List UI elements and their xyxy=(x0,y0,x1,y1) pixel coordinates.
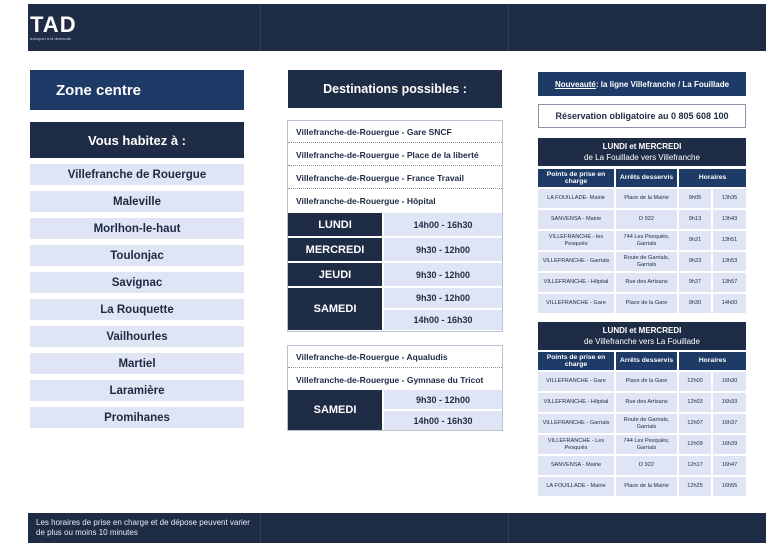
destination-stop: Villefranche-de-Rouergue - Aqualudis xyxy=(288,346,502,368)
header-bar xyxy=(28,4,766,51)
destination-stop: Villefranche-de-Rouergue - France Travail xyxy=(288,167,502,189)
day-label: LUNDI xyxy=(288,213,382,236)
town-item: La Rouquette xyxy=(30,299,244,320)
time-slot: 9h30 - 12h00 xyxy=(384,390,502,409)
table2-cell-arret: Place de la Gare xyxy=(616,372,677,391)
vous-habitez-heading: Vous habitez à : xyxy=(30,122,244,158)
table1-header-points: Points de prise en charge xyxy=(538,169,614,187)
time-slot: 14h00 - 16h30 xyxy=(384,213,502,236)
town-item: Martiel xyxy=(30,353,244,374)
town-item: Toulonjac xyxy=(30,245,244,266)
table2-cell-time-pm: 16h33 xyxy=(713,393,746,412)
table1-cell-arret: D 922 xyxy=(616,210,677,229)
table2-cell-arret: Rue des Artisans xyxy=(616,393,677,412)
footer-note: Les horaires de prise en charge et de dépose peuvent varier de plus ou moins 10 minutes xyxy=(36,518,250,537)
nouveaute-banner xyxy=(538,72,746,96)
destination-stop: Villefranche-de-Rouergue - Place de la liberté xyxy=(288,144,502,166)
table1-cell-time-am: 9h23 xyxy=(679,252,711,271)
town-item: Morlhon-le-haut xyxy=(30,218,244,239)
time-slot: 14h00 - 16h30 xyxy=(384,310,502,330)
day-label: SAMEDI xyxy=(288,288,382,330)
table1-cell-point: VILLEFRANCHE - Garrials xyxy=(538,252,614,271)
zone-title: Zone centre xyxy=(30,70,244,110)
table2-cell-arret: D 922 xyxy=(616,456,677,475)
table1-header-arrets: Arrêts desservis xyxy=(616,169,677,187)
table1-cell-time-am: 9h05 xyxy=(679,189,711,208)
destination-stop: Villefranche-de-Rouergue - Hôpital xyxy=(288,190,502,212)
nouveaute-label: Nouveauté xyxy=(554,79,596,89)
table1-cell-arret: Place de la Gare xyxy=(616,294,677,313)
table1-cell-time-pm: 13h57 xyxy=(713,273,746,292)
table2-cell-point: VILLEFRANCHE - Garrials xyxy=(538,414,614,433)
tad-logo-subtitle: transport à la demande xyxy=(30,36,72,41)
table1-cell-point: VILLEFRANCHE - les Pesquiés xyxy=(538,231,614,250)
town-item: Savignac xyxy=(30,272,244,293)
table1-cell-arret: 744 Les Pesquiés, Garrials xyxy=(616,231,677,250)
town-item: Laramière xyxy=(30,380,244,401)
time-slot: 9h30 - 12h00 xyxy=(384,288,502,308)
town-item: Promihanes xyxy=(30,407,244,428)
table2-cell-time-am: 12h25 xyxy=(679,477,711,496)
table2-cell-point: VILLEFRANCHE - Hôpital xyxy=(538,393,614,412)
reservation-box: Réservation obligatoire au 0 805 608 100 xyxy=(538,104,746,128)
table2-cell-time-am: 12h17 xyxy=(679,456,711,475)
nouveaute-text: : la ligne Villefranche / La Fouillade xyxy=(595,79,730,89)
table1-cell-time-am: 9h13 xyxy=(679,210,711,229)
table2-title-direction: de Villefranche vers La Fouillade xyxy=(584,337,700,346)
table1-title-direction: de La Fouillade vers Villefranche xyxy=(584,153,700,162)
table2-cell-time-am: 12h09 xyxy=(679,435,711,454)
table1-cell-arret: Place de la Mairie xyxy=(616,189,677,208)
table2-title xyxy=(538,322,746,350)
table1-cell-point: LA FOUILLADE- Mairie xyxy=(538,189,614,208)
table2-cell-point: LA FOUILLADE - Mairie xyxy=(538,477,614,496)
table1-header-horaires: Horaires xyxy=(679,169,746,187)
table2-cell-time-am: 12h00 xyxy=(679,372,711,391)
town-item: Maleville xyxy=(30,191,244,212)
time-slot: 9h30 - 12h00 xyxy=(384,238,502,261)
table1-cell-point: SANVENSA - Mairie xyxy=(538,210,614,229)
table2-cell-time-pm: 16h47 xyxy=(713,456,746,475)
table2-cell-time-pm: 16h30 xyxy=(713,372,746,391)
table1-cell-time-am: 9h30 xyxy=(679,294,711,313)
table1-cell-point: VILLEFRANCHE - Hôpital xyxy=(538,273,614,292)
table1-cell-time-pm: 13h35 xyxy=(713,189,746,208)
day-label: JEUDI xyxy=(288,263,382,286)
table2-cell-point: VILLEFRANCHE - Gare xyxy=(538,372,614,391)
table2-cell-time-pm: 16h37 xyxy=(713,414,746,433)
table2-cell-arret: Place de la Mairie xyxy=(616,477,677,496)
table2-cell-time-am: 12h03 xyxy=(679,393,711,412)
destinations-heading: Destinations possibles : xyxy=(288,70,502,108)
destination-stop: Villefranche-de-Rouergue - Gare SNCF xyxy=(288,121,502,143)
table1-cell-time-am: 9h27 xyxy=(679,273,711,292)
day-label: SAMEDI xyxy=(288,390,382,430)
table1-cell-time-am: 9h21 xyxy=(679,231,711,250)
table2-cell-time-pm: 16h39 xyxy=(713,435,746,454)
table2-header-horaires: Horaires xyxy=(679,352,746,370)
table1-cell-arret: Route de Garrials, Garrials xyxy=(616,252,677,271)
table2-header-arrets: Arrêts desservis xyxy=(616,352,677,370)
table2-cell-arret: Route de Garrials, Garrials xyxy=(616,414,677,433)
table2-title-days: LUNDI et MERCREDI xyxy=(602,326,682,335)
time-slot: 9h30 - 12h00 xyxy=(384,263,502,286)
table2-cell-arret: 744 Les Pesquiés, Garrials xyxy=(616,435,677,454)
time-slot: 14h00 - 16h30 xyxy=(384,411,502,430)
table1-title xyxy=(538,138,746,166)
table1-cell-time-pm: 14h00 xyxy=(713,294,746,313)
table1-cell-time-pm: 13h51 xyxy=(713,231,746,250)
town-item: Villefranche de Rouergue xyxy=(30,164,244,185)
table2-cell-point: VILLEFRANCHE - Les Pesquiés xyxy=(538,435,614,454)
table2-cell-time-am: 12h07 xyxy=(679,414,711,433)
tad-logo: TAD xyxy=(30,12,77,37)
table1-cell-time-pm: 13h53 xyxy=(713,252,746,271)
table1-cell-time-pm: 13h43 xyxy=(713,210,746,229)
table2-cell-time-pm: 16h55 xyxy=(713,477,746,496)
destination-stop: Villefranche-de-Rouergue - Gymnase du Tricot xyxy=(288,369,502,391)
day-label: MERCREDI xyxy=(288,238,382,261)
table2-cell-point: SANVENSA - Mairie xyxy=(538,456,614,475)
table1-cell-point: VILLEFRANCHE - Gare xyxy=(538,294,614,313)
table2-header-points: Points de prise en charge xyxy=(538,352,614,370)
table1-cell-arret: Rue des Artisans xyxy=(616,273,677,292)
town-item: Vailhourles xyxy=(30,326,244,347)
table1-title-days: LUNDI et MERCREDI xyxy=(602,142,682,151)
